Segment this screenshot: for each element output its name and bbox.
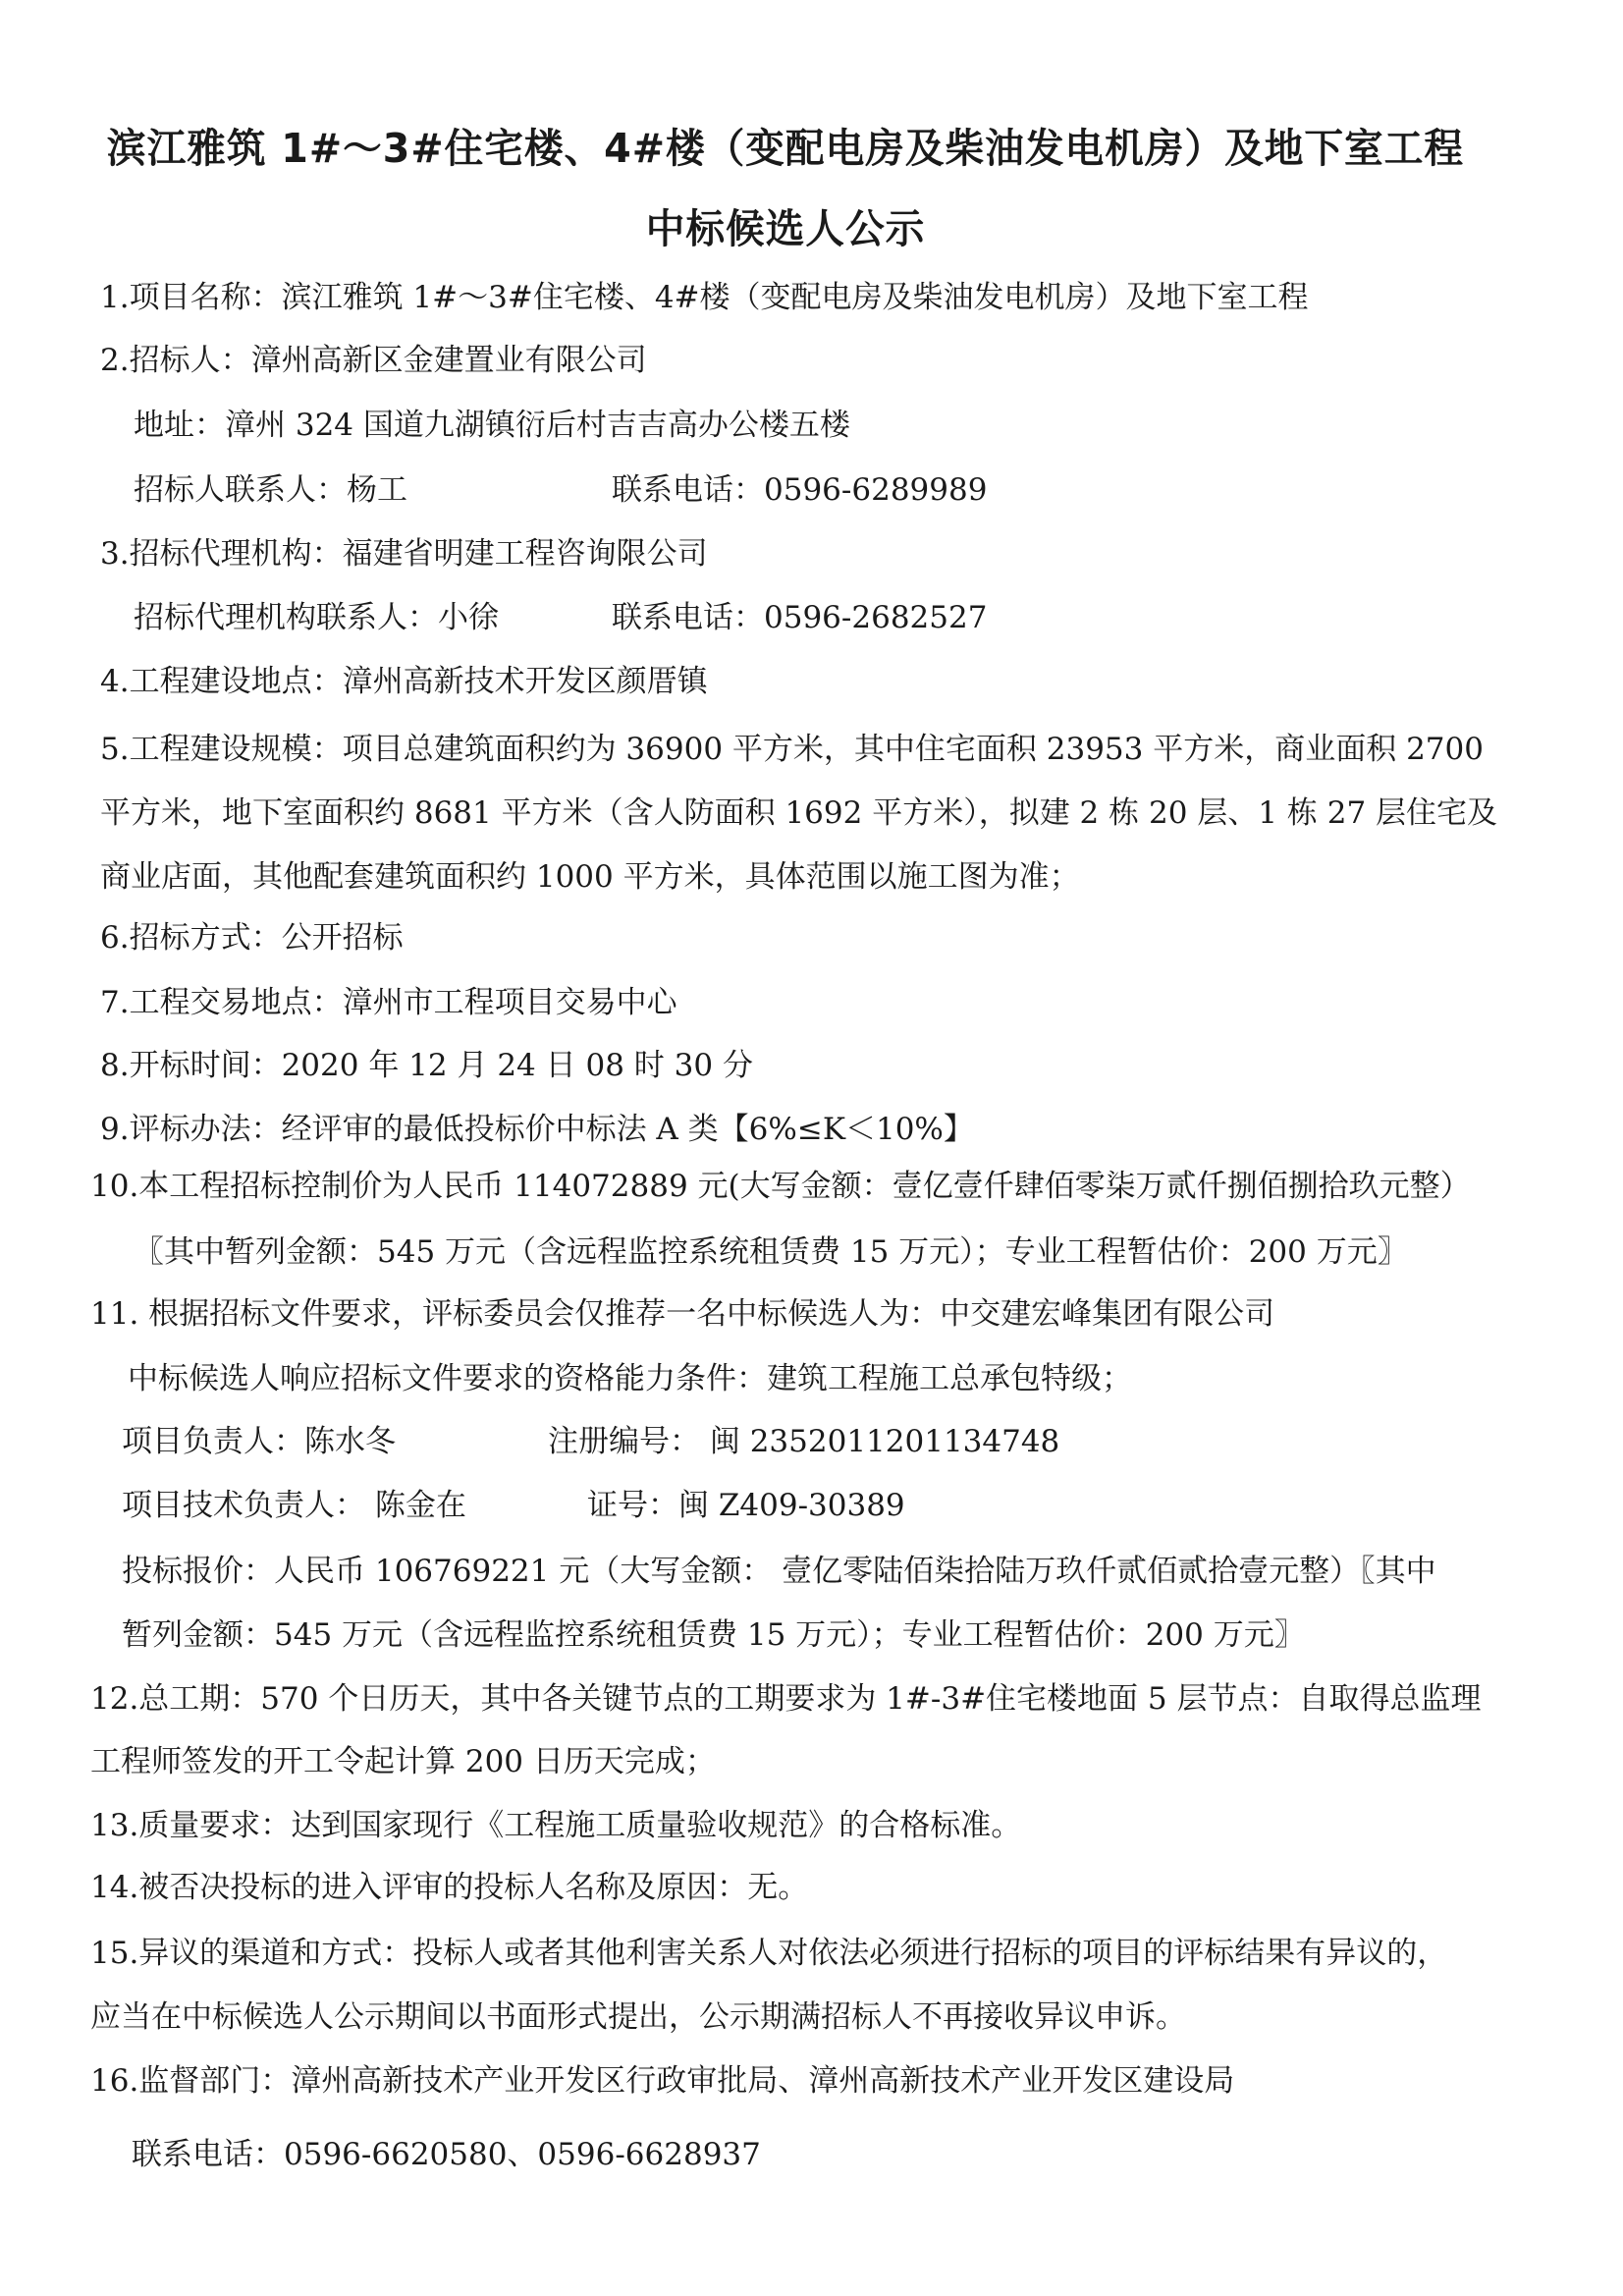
item-control-price-line1: 10.本工程招标控制价为人民币 114072889 元(大写金额：壹亿壹仟肆佰零柒万贰仟捌佰捌拾玖元整） (90, 1169, 1471, 1204)
agency-contact: 招标代理机构联系人：小徐 (134, 600, 499, 635)
item-trading-place: 7.工程交易地点：漳州市工程项目交易中心 (100, 985, 677, 1020)
item-candidate: 11. 根据招标文件要求，评标委员会仅推荐一名中标候选人为：中交建宏峰集团有限公司 (90, 1296, 1275, 1332)
item-scale-line3: 商业店面，其他配套建筑面积约 1000 平方米，具体范围以施工图为准； (100, 859, 1080, 895)
candidate-certificate-no: 证号：闽 Z409-30389 (587, 1488, 905, 1523)
candidate-registration-no: 注册编号： 闽 2352011201134748 (548, 1424, 1060, 1459)
item-agency: 3.招标代理机构：福建省明建工程咨询限公司 (100, 536, 708, 572)
item-rejected-bidders: 14.被否决投标的进入评审的投标人名称及原因：无。 (90, 1870, 809, 1905)
item-scale-line1: 5.工程建设规模：项目总建筑面积约为 36900 平方米，其中住宅面积 23953 平方米，商业面积 2700 (100, 732, 1484, 767)
item-tenderer: 2.招标人：漳州高新区金建置业有限公司 (100, 343, 647, 378)
item-evaluation-method: 9.评标办法：经评审的最低投标价中标法 A 类【6%≤K＜10%】 (100, 1112, 974, 1147)
item-objection-line1: 15.异议的渠道和方式：投标人或者其他利害关系人对依法必须进行招标的项目的评标结果有异议的， (90, 1936, 1448, 1971)
item-location: 4.工程建设地点：漳州高新技术开发区颜厝镇 (100, 664, 708, 699)
candidate-bid-price-line2: 暂列金额：545 万元（含远程监控系统租赁费 15 万元）；专业工程暂估价：200 万元〗 (122, 1617, 1305, 1653)
item-project-name: 1.项目名称：滨江雅筑 1#～3#住宅楼、4#楼（变配电房及柴油发电机房）及地下室工程 (100, 280, 1309, 315)
item-opening-time: 8.开标时间：2020 年 12 月 24 日 08 时 30 分 (100, 1048, 753, 1083)
item-bidding-method: 6.招标方式：公开招标 (100, 920, 404, 956)
tenderer-phone: 联系电话：0596-6289989 (612, 472, 988, 508)
item-duration-line2: 工程师签发的开工令起计算 200 日历天完成； (90, 1744, 716, 1779)
tenderer-address: 地址：漳州 324 国道九湖镇衍后村吉吉高办公楼五楼 (134, 408, 850, 443)
item-supervision: 16.监督部门：漳州高新技术产业开发区行政审批局、漳州高新技术产业开发区建设局 (90, 2063, 1235, 2099)
candidate-qualification: 中标候选人响应招标文件要求的资格能力条件：建筑工程施工总承包特级； (128, 1361, 1132, 1396)
agency-phone: 联系电话：0596-2682527 (612, 600, 988, 635)
item-quality: 13.质量要求：达到国家现行《工程施工质量验收规范》的合格标准。 (90, 1808, 1022, 1843)
candidate-bid-price-line1: 投标报价：人民币 106769221 元（大写金额： 壹亿零陆佰柒拾陆万玖仟贰佰贰拾壹元整）〖其中 (122, 1554, 1436, 1589)
candidate-project-manager: 项目负责人：陈水冬 (122, 1424, 396, 1459)
tenderer-contact: 招标人联系人：杨工 (134, 472, 407, 508)
item-scale-line2: 平方米，地下室面积约 8681 平方米（含人防面积 1692 平方米），拟建 2 栋 20 层、1 栋 27 层住宅及 (100, 795, 1498, 831)
supervision-phone: 联系电话：0596-6620580、0596-6628937 (132, 2137, 761, 2172)
item-duration-line1: 12.总工期：570 个日历天，其中各关键节点的工期要求为 1#-3#住宅楼地面 5 层节点：自取得总监理 (90, 1681, 1482, 1717)
document-subtitle: 中标候选人公示 (645, 205, 926, 252)
document-title: 滨江雅筑 1#～3#住宅楼、4#楼（变配电房及柴油发电机房）及地下室工程 (106, 125, 1465, 172)
item-objection-line2: 应当在中标候选人公示期间以书面形式提出，公示期满招标人不再接收异议申诉。 (90, 1999, 1186, 2035)
item-control-price-line2: 〖其中暂列金额：545 万元（含远程监控系统租赁费 15 万元）；专业工程暂估价：200 万元〗 (134, 1234, 1408, 1270)
candidate-technical-lead: 项目技术负责人： 陈金在 (122, 1488, 466, 1523)
